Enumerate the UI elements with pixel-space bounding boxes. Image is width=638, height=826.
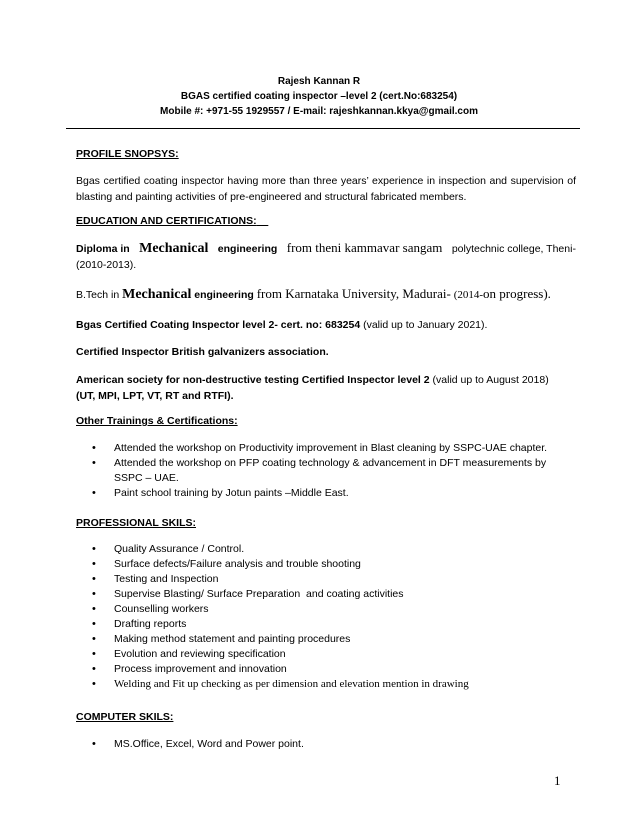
list-item: • Process improvement and innovation [92, 663, 287, 675]
bgas-cert-validity: (valid up to January 2021). [360, 319, 488, 331]
asnt-cert-title: American society for non-destructive testing Certified Inspector level 2 [76, 374, 430, 386]
diploma-years: (2010-2013). [76, 259, 137, 271]
bullet-icon: • [92, 487, 96, 499]
header-divider [66, 128, 580, 129]
bullet-icon: • [92, 738, 96, 750]
bullet-icon: • [92, 648, 96, 660]
list-item: • Paint school training by Jotun paints –Middle East. [92, 487, 349, 499]
list-item: • Supervise Blasting/ Surface Preparation and coating activities [92, 588, 404, 600]
list-item: • Making method statement and painting procedures [92, 633, 351, 645]
profile-text: Bgas certified coating inspector having more than three years’ experience in inspection and supervision of blasting and painting activities of pre-engineered and structural fabricated members. [76, 175, 576, 203]
bullet-icon: • [92, 633, 96, 645]
british-cert: Certified Inspector British galvanizers association. [76, 346, 329, 358]
list-item: • Testing and Inspection [92, 573, 219, 585]
btech-label: B.Tech in [76, 289, 120, 301]
education-heading-text: EDUCATION AND CERTIFICATIONS: [76, 215, 257, 227]
bgas-cert [76, 317, 576, 333]
candidate-name: Rajesh Kannan R [277, 76, 361, 87]
list-item: • Quality Assurance / Control. [92, 543, 245, 555]
page-number: 1 [554, 773, 561, 788]
btech-university: from Karnataka University, Madurai- [256, 286, 451, 301]
asnt-cert [76, 372, 576, 404]
candidate-title: BGAS certified coating inspector –level 2 (cert.No:683254) [180, 91, 458, 102]
profile-heading: PROFILE SNOPSYS: [76, 148, 179, 160]
education-heading [76, 213, 576, 229]
skills-heading: PROFESSIONAL SKILS: [76, 517, 196, 529]
bullet-icon: • [92, 603, 96, 615]
btech-year: (2014- [453, 289, 484, 301]
diploma-college: polytechnic college, Theni- [451, 243, 576, 255]
computer-list [76, 737, 576, 752]
bullet-icon: • [92, 663, 96, 675]
bullet-icon: • [92, 678, 96, 690]
diploma-entry [76, 240, 576, 273]
btech-status: on progress). [483, 286, 551, 301]
list-item: • Counselling workers [92, 603, 209, 615]
list-item: • Attended the workshop on PFP coating technology & advancement in DFT measurements by SSPC – UAE. [92, 457, 547, 484]
bullet-icon: • [92, 588, 96, 600]
candidate-contact: Mobile #: +971-55 1929557 / E-mail: rajeshkannan.kkya@gmail.com [160, 106, 478, 117]
list-item: • Surface defects/Failure analysis and trouble shooting [92, 558, 361, 570]
bullet-icon: • [92, 573, 96, 585]
list-item: • Drafting reports [92, 618, 187, 630]
btech-entry [76, 286, 576, 303]
diploma-eng: engineering [217, 243, 278, 255]
diploma-field: Mechanical [139, 241, 209, 256]
list-item: • Welding and Fit up checking as per dimension and elevation mention in drawing [92, 678, 469, 690]
diploma-label: Diploma in [76, 243, 130, 255]
asnt-cert-validity: (valid up to August 2018) [429, 374, 549, 386]
btech-eng: engineering [194, 289, 254, 301]
asnt-cert-methods: (UT, MPI, LPT, VT, RT and RTFI). [76, 390, 234, 402]
bullet-icon: • [92, 558, 96, 570]
bullet-icon: • [92, 457, 96, 469]
list-item: • Attended the workshop on Productivity improvement in Blast cleaning by SSPC-UAE chapter. [92, 442, 548, 454]
trainings-heading: Other Trainings & Certifications: [76, 415, 238, 427]
btech-field: Mechanical [122, 287, 192, 302]
trainings-list [76, 441, 576, 501]
bgas-cert-title: Bgas Certified Coating Inspector level 2- cert. no: 683254 [76, 319, 361, 331]
bullet-icon: • [92, 543, 96, 555]
list-item: • Evolution and reviewing specification [92, 648, 286, 660]
bullet-icon: • [92, 618, 96, 630]
computer-heading: COMPUTER SKILS: [76, 711, 174, 723]
list-item: • MS.Office, Excel, Word and Power point. [92, 738, 304, 750]
diploma-institute: from theni kammavar sangam [286, 240, 443, 255]
skills-list [76, 542, 576, 692]
bullet-icon: • [92, 442, 96, 454]
